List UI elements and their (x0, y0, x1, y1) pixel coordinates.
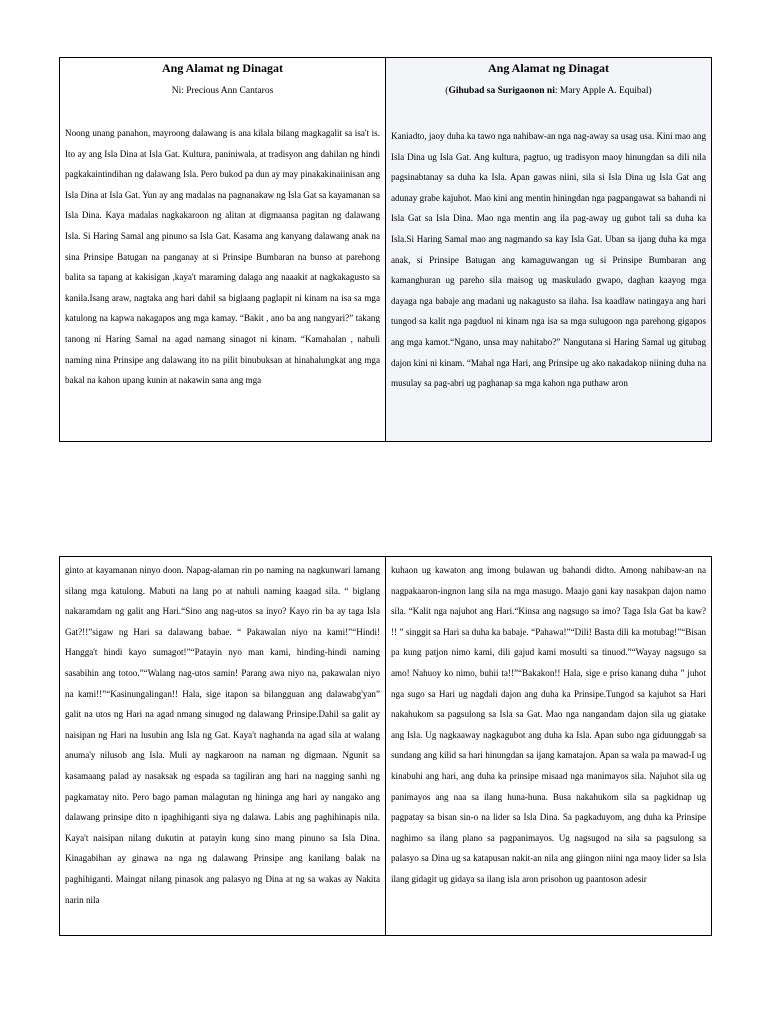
surigaonon-title: Ang Alamat ng Dinagat (487, 61, 609, 75)
translator-name: : Mary Apple A. Equibal) (554, 86, 652, 96)
surigaonon-story-text: Kaniadto, jaoy duha ka tawo nga nahibaw-an nga nag-away sa usag usa. Kini mao ang Isla Dina ug Isla Gat. Ang kultura, pagtuo, ug tradisyon maoy hinungdan sa dili nila pagsinabtanay sa duha ka Isla. Apan gawas niini, sila si Isla Dina ug Isla Gat ang adunay grabe kajuhot. Mao kini ang mentin hiningdan nga pagpangawat sa bahandi ni Isla Gat sa Isla Dina. Mao nga mentin ang ila pag-away ug gubot tali sa duha ka Isla.Si Haring Samal mao ang nagmando sa kay Isla Gat. Uban sa ijang duha ka mga anak, si Prinsipe Batugan ang kamaguwangan ug si Prinsipe Bumbaran ang kamanghuran ug pareho sila maisog ug maskulado gwapo, daghan kaayog mga dayaga nga babaje ang madani ug nakagusto sa ilaha. Isa kaadlaw natingaya ang hari tungod sa kalit nga pagduol ni kinam nga isa sa mga sulugoon nga parehong gigapos ang mga kamot.“Ngano, unsa may nahitabo?” Nangutana si Haring Samal ug gitubag dajon kini ni kinam. “Mahal nga Hari, ang Prinsipe ug ako nakadakop niining duha na musulay sa pag-abri ug paghanap sa mga kahon nga puthaw aron (391, 131, 706, 389)
translator-label: Gihubad sa Surigaonon ni (448, 86, 555, 96)
tagalog-column (60, 58, 386, 442)
surigaonon-column-continued (386, 557, 712, 936)
document-page-2 (59, 556, 712, 936)
document-page-1 (59, 57, 712, 442)
tagalog-story-text-continued: ginto at kayamanan ninyo doon. Napag-alaman rin po naming na nagkunwari lamang silang mga katulong. Mabuti na lang po at nahuli naming kaagad sila. “ biglang nakaramdam ng galit ang Hari.“Sino ang nag-utos sa inyo? Kayo rin ba ay taga Isla Gat?!!”sigaw ng Hari sa dalawang babae. “ Pakawalan niyo na kami!”“Hindi! Hangga't hindi kayo sumagot!”“Patayin nyo man kami, hinding-hindi naming sasabihin ang totoo.”“Walang nag-utos samin! Parang awa niyo na, pakawalan niyo na kami!!”“Kasinungalingan!! Hala, sige itapon sa bilangguan ang dalawabg'yan” galit na utos ng Hari na agad nmang sinugod ng dalawang Prinsipe.Dahil sa galit ay naisipan ng Hari na lusubin ang Isla ng Gat. Kaya't naghanda na agad sila at walang anuma'y nilusob ang Isla. Muli ay nagkaroon na naman ng digmaan. Ngunit sa kasamaang palad ay nasaksak ng espada sa tagiliran ang hari na nagging sanhi ng pagkamatay nito. Pero bago paman malagutan ng hininga ang hari ay nangako ang dalawang prinsipe dito n ipaghihiganti siya ng dalawa. Labis ang paghihinapis nila. Kaya't naisipan nilang dukutin at patayin kung sino mang pinuno sa Isla Dina. Kinagabihan ay ginawa na nga ng dalawang Prinsipe ang kanilang balak na paghihiganti. Maingat nilang pinasok ang palasyo ng Dina at ng sa wakas ay Nakita narin nila (65, 565, 380, 905)
tagalog-story-text: Noong unang panahon, mayroong dalawang is ana kilala bilang magkagalit sa isa't is. Ito ay ang Isla Dina at Isla Gat. Kultura, paniniwala, at tradisyon ang dahilan ng hindi pagkakaintindihan ng dalawang Isla. Pero bukod pa dun ay may pinakakinaiinisan ang Isla Dina at Isla Gat. Yun ay ang madalas na pagnanakaw ng Isla Gat sa kayamanan sa Isla Dina. Kaya madalas nagkakaroon ng alitan at digmaansa pagitan ng dalawang Isla. Si Haring Samal ang pinuno sa Isla Gat. Kasama ang kanyang dalawang anak na sina Prinsipe Batugan na panganay at si Prinsipe Bumbaran na bunso at parehong balita sa tapang at kakisigan ,kaya't maraming dalaga ang naaakit at nagkakagusto sa kanila.Isang araw, nagtaka ang hari dahil sa biglaang paglapit ni kinam na isa sa mga katulong na kapwa nakagapos ang mga kamay. “Bakit , ano ba ang nangyari?” takang tanong ni Haring Samal na agad namang sinagot ni kinam. “Kamahalan , nahuli naming nina Prinsipe ang dalawang ito na pilit binubuksan at hinahalungkat ang mga bakal na kahon upang kunin at nakawin sana ang mga (65, 128, 380, 386)
surigaonon-column (386, 58, 712, 442)
tagalog-author: Ni: Precious Ann Cantaros (171, 86, 274, 96)
surigaonon-translator: (Gihubad sa Surigaonon ni: Mary Apple A. Equibal) (445, 86, 652, 96)
surigaonon-story-text-continued: kuhaon ug kawaton ang imong bulawan ug bahandi didto. Among nahibaw-an na nagpakaaron-ingnon lang sila na mga masugo. Maajo gani kay nasakpan dajon namo sila. “Kalit nga najuhot ang Hari.“Kinsa ang nagsugo sa imo? Taga Isla Gat ba kaw? !! ” singgit sa Hari sa duha ka babaje. “Pahawa!”“Dili! Basta dili ka motubag!”“Bisan pa kung patjon nimo kami, dili gajud kami mosulti sa tinuod.”“Wayay nagsugo sa amo! Nahuoy ko nimo, buhii ta!!”“Bakakon!! Hala, sige e priso kanang duha ” juhot nga sugo sa Hari ug nagdali dajon ang duha ka Prinsipe.Tungod sa kajuhot sa Hari nakahukom sa pagsulong sa Isla sa Gat. Mao nga nangandam dajon sila ug giatake ang Isla. Ug nagkaaway nagkagubot ang duha ka Isla. Apan subo nga giduunggab sa sundang ang kilid sa hari hinungdan sa ijang kamatajon. Apan sa wala pa mawad-I ug kinabuhi ang hari, ang duha ka prinsipe misaad nga manimayos sila. Najuhot sila ug panimayos ang naa sa ilang huna-huna. Busa nakahukom sila sa pagkidnap ug pagpatay sa bisan sin-o na lider sa Isla Dina. Sa pagkaduyom, ang duha ka Prinsipe naghimo sa ilang plano sa pagpanimayos. Ug nagsugod na sila sa pagsulong sa palasyo sa Dina ug sa katapusan nakit-an nila ang giingon niini nga maoy lider sa Isla ilang gidagit ug gidaya sa ilang isla aron prisohon ug paantoson adesir (391, 565, 706, 884)
tagalog-title: Ang Alamat ng Dinagat (161, 61, 283, 75)
tagalog-column-continued (60, 557, 386, 936)
